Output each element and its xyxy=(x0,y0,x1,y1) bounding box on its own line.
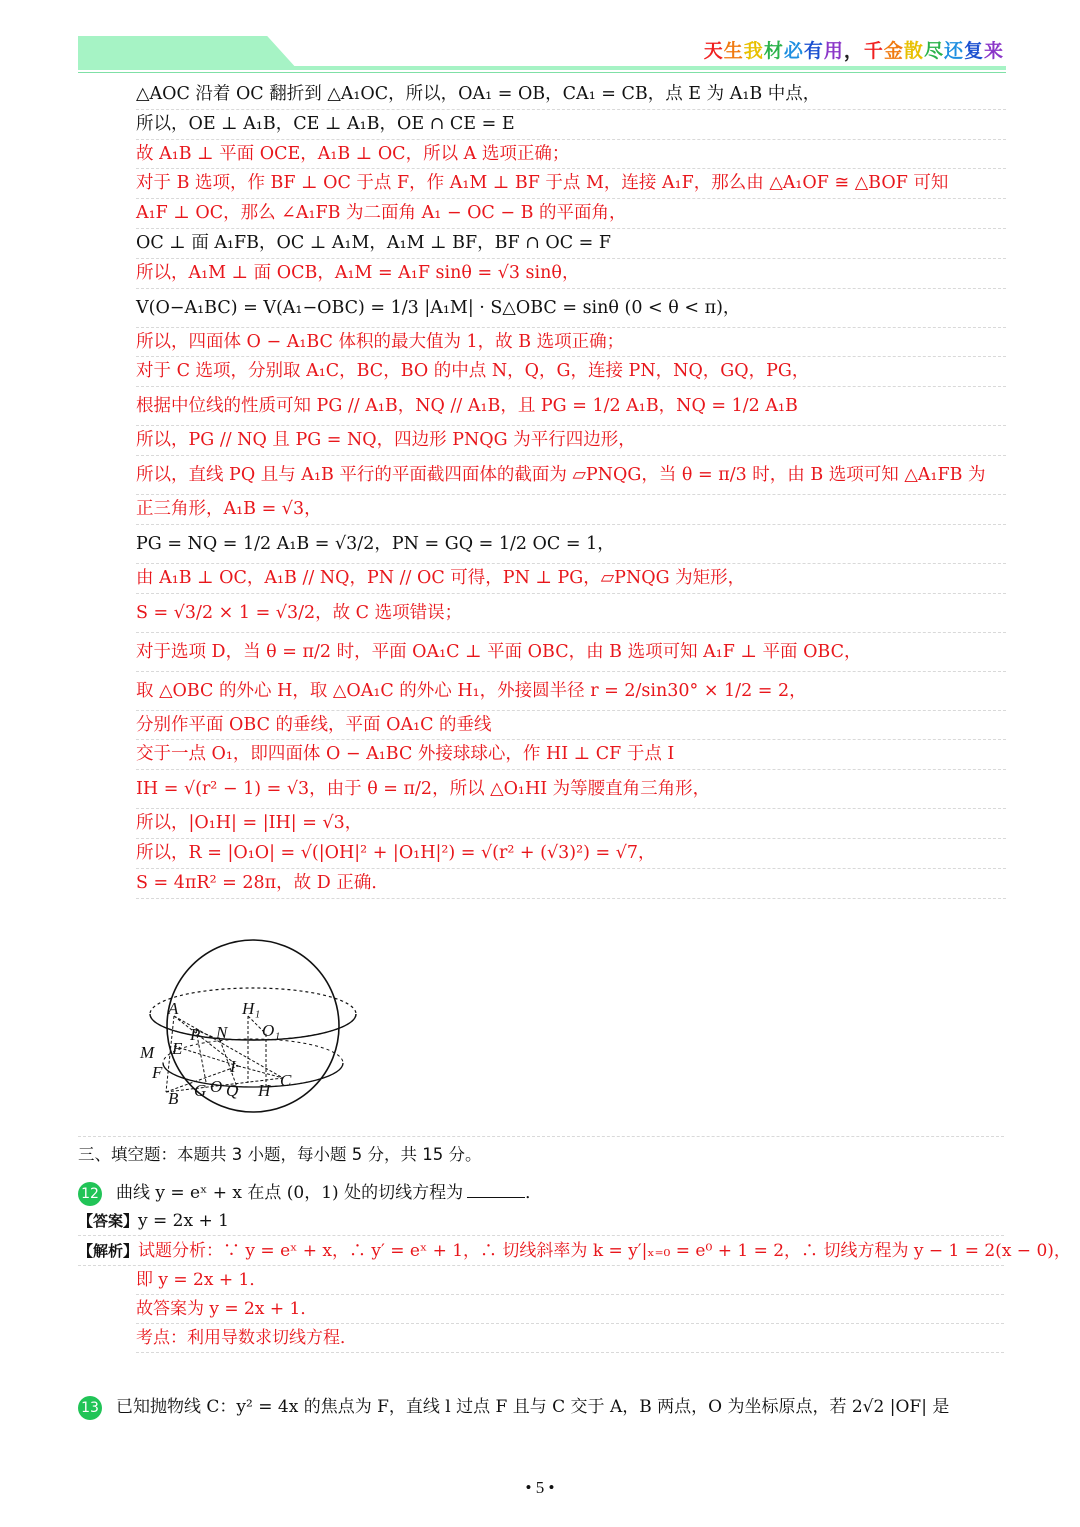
analysis-row-12 xyxy=(78,1237,1071,1266)
slogan-char: 材 xyxy=(763,40,784,62)
figure-label: C xyxy=(280,1071,292,1090)
solution-line: 所以，四面体 O − A₁BC 体积的最大值为 1，故 B 选项正确； xyxy=(136,328,1006,358)
analysis-line-4: 考点：利用导数求切线方程． xyxy=(136,1324,1004,1353)
slogan-char: 来 xyxy=(983,40,1004,62)
question-number-12: 12 xyxy=(78,1182,102,1206)
question-12-text: 曲线 y = eˣ + x 在点 (0，1) 处的切线方程为 xyxy=(116,1183,464,1203)
solution-line: 所以，A₁M ⊥ 面 OCB，A₁M = A₁F sinθ = √3 sinθ， xyxy=(136,259,1006,289)
solution-line: A₁F ⊥ OC，那么 ∠A₁FB 为二面角 A₁ − OC − B 的平面角， xyxy=(136,199,1006,229)
slogan-char: 生 xyxy=(723,40,744,62)
solution-line: IH = √(r² − 1) = √3，由于 θ = π/2，所以 △O₁HI 为等腰直角三角形， xyxy=(136,770,1006,809)
figure-label: G xyxy=(194,1081,207,1100)
solution-line: 由 A₁B ⊥ OC，A₁B // NQ，PN // OC 可得，PN ⊥ PG，▱PNQG 为矩形， xyxy=(136,564,1006,594)
slogan-char: 我 xyxy=(743,40,764,62)
solution-line: 所以，直线 PQ 且与 A₁B 平行的平面截四面体的截面为 ▱PNQG，当 θ = π/3 时，由 B 选项可知 △A₁FB 为 xyxy=(136,456,1006,495)
figure-label: Q xyxy=(226,1081,239,1100)
solution-line: 根据中位线的性质可知 PG // A₁B，NQ // A₁B，且 PG = 1/2 A₁B，NQ = 1/2 A₁B xyxy=(136,387,1006,426)
figure-label: H₁ xyxy=(242,999,261,1018)
solution-line: 正三角形，A₁B = √3， xyxy=(136,495,1006,525)
header-slogan xyxy=(704,36,1004,63)
figure-label: O xyxy=(210,1077,223,1096)
slogan-char: 金 xyxy=(883,40,904,62)
section-heading: 三、填空题：本题共 3 小题，每小题 5 分，共 15 分。 xyxy=(78,1136,1004,1165)
figure-label: A xyxy=(168,999,179,1018)
solution-line: OC ⊥ 面 A₁FB，OC ⊥ A₁M，A₁M ⊥ BF，BF ∩ OC = F xyxy=(136,229,1006,259)
slogan-char: 有 xyxy=(803,40,824,62)
solution-line: S = 4πR² = 28π，故 D 正确． xyxy=(136,869,1006,899)
solution-line: 取 △OBC 的外心 H，取 △OA₁C 的外心 H₁，外接圆半径 r = 2/sin30° × 1/2 = 2， xyxy=(136,672,1006,711)
figure-label: N xyxy=(216,1023,228,1042)
solution-line: S = √3/2 × 1 = √3/2，故 C 选项错误； xyxy=(136,594,1006,633)
question-13-text: 已知抛物线 C：y² = 4x 的焦点为 F，直线 l 过点 F 且与 C 交于 A，B 两点，O 为坐标原点，若 2√2 |OF| 是 xyxy=(116,1397,950,1417)
figure-label: M xyxy=(140,1043,155,1062)
slogan-char: 天 xyxy=(703,40,724,62)
slogan-char: 还 xyxy=(943,40,964,62)
solution-line: 所以，OE ⊥ A₁B，CE ⊥ A₁B，OE ∩ CE = E xyxy=(136,110,1006,140)
solution-line: 所以，PG // NQ 且 PG = NQ，四边形 PNQG 为平行四边形， xyxy=(136,426,1006,456)
figure-label: P xyxy=(190,1025,201,1044)
solution-line: 对于 B 选项，作 BF ⊥ OC 于点 F，作 A₁M ⊥ BF 于点 M，连接 A₁F，那么由 △A₁OF ≅ △BOF 可知 xyxy=(136,169,1006,199)
analysis-line-2: 即 y = 2x + 1． xyxy=(136,1266,1004,1295)
figure-label: B xyxy=(168,1089,179,1108)
solution-line: 所以，|O₁H| = |IH| = √3， xyxy=(136,809,1006,839)
figure-label: F xyxy=(152,1063,163,1082)
slogan-char: 复 xyxy=(963,40,984,62)
question-12 xyxy=(78,1178,542,1206)
figure-label: O₁ xyxy=(262,1021,281,1040)
solution-line: PG = NQ = 1/2 A₁B = √3/2，PN = GQ = 1/2 OC = 1， xyxy=(136,525,1006,564)
answer-blank xyxy=(467,1183,525,1198)
answer-row-12 xyxy=(78,1207,1004,1236)
slogan-char: 尽 xyxy=(923,40,944,62)
analysis-line-1: 试题分析：∵ y = eˣ + x，∴ y′ = eˣ + 1，∴ 切线斜率为 k = y′|ₓ₌₀ = e⁰ + 1 = 2，∴ 切线方程为 y − 1 = 2(x − 0)， xyxy=(138,1241,1071,1261)
analysis-line-3: 故答案为 y = 2x + 1． xyxy=(136,1295,1004,1324)
analysis-label: 【解析】 xyxy=(78,1242,139,1260)
solution-line: 所以，R = |O₁O| = √(|OH|² + |O₁H|²) = √(r² + (√3)²) = √7， xyxy=(136,839,1006,869)
question-13 xyxy=(78,1392,949,1420)
slogan-char: 必 xyxy=(783,40,804,62)
slogan-char: 用 xyxy=(823,40,844,62)
header-rule xyxy=(78,66,1006,70)
question-12-end: ． xyxy=(525,1183,543,1203)
slogan-char: 千 xyxy=(863,40,884,62)
question-number-13: 13 xyxy=(78,1396,102,1420)
answer-value: y = 2x + 1 xyxy=(138,1211,229,1231)
solution-line: 对于选项 D，当 θ = π/2 时，平面 OA₁C ⊥ 平面 OBC，由 B 选项可知 A₁F ⊥ 平面 OBC， xyxy=(136,633,1006,672)
page-number: • 5 • xyxy=(525,1478,555,1497)
solution-line: V(O−A₁BC) = V(A₁−OBC) = 1/3 |A₁M| · S△OBC = sinθ (0 < θ < π)， xyxy=(136,289,1006,328)
solution-line: 对于 C 选项，分别取 A₁C，BC，BO 的中点 N，Q，G，连接 PN，NQ，GQ，PG， xyxy=(136,357,1006,387)
slogan-char: 散 xyxy=(903,40,924,62)
figure-label: I xyxy=(230,1057,236,1076)
solution-line: 分别作平面 OBC 的垂线，平面 OA₁C 的垂线 xyxy=(136,711,1006,741)
header-tab xyxy=(78,36,298,70)
answer-label: 【答案】 xyxy=(78,1212,139,1230)
solution-line: 故 A₁B ⊥ 平面 OCE，A₁B ⊥ OC，所以 A 选项正确； xyxy=(136,140,1006,170)
header-rule-thin xyxy=(78,72,1006,73)
solution-line: 交于一点 O₁，即四面体 O − A₁BC 外接球球心，作 HI ⊥ CF 于点 I xyxy=(136,740,1006,770)
sphere-figure xyxy=(138,938,362,1114)
solution-line: △AOC 沿着 OC 翻折到 △A₁OC，所以，OA₁ = OB，CA₁ = CB，点 E 为 A₁B 中点， xyxy=(136,80,1006,110)
solution-text xyxy=(136,80,1006,899)
figure-label: H xyxy=(258,1081,271,1100)
figure-label: E xyxy=(172,1039,183,1058)
slogan-char: ， xyxy=(843,40,864,62)
